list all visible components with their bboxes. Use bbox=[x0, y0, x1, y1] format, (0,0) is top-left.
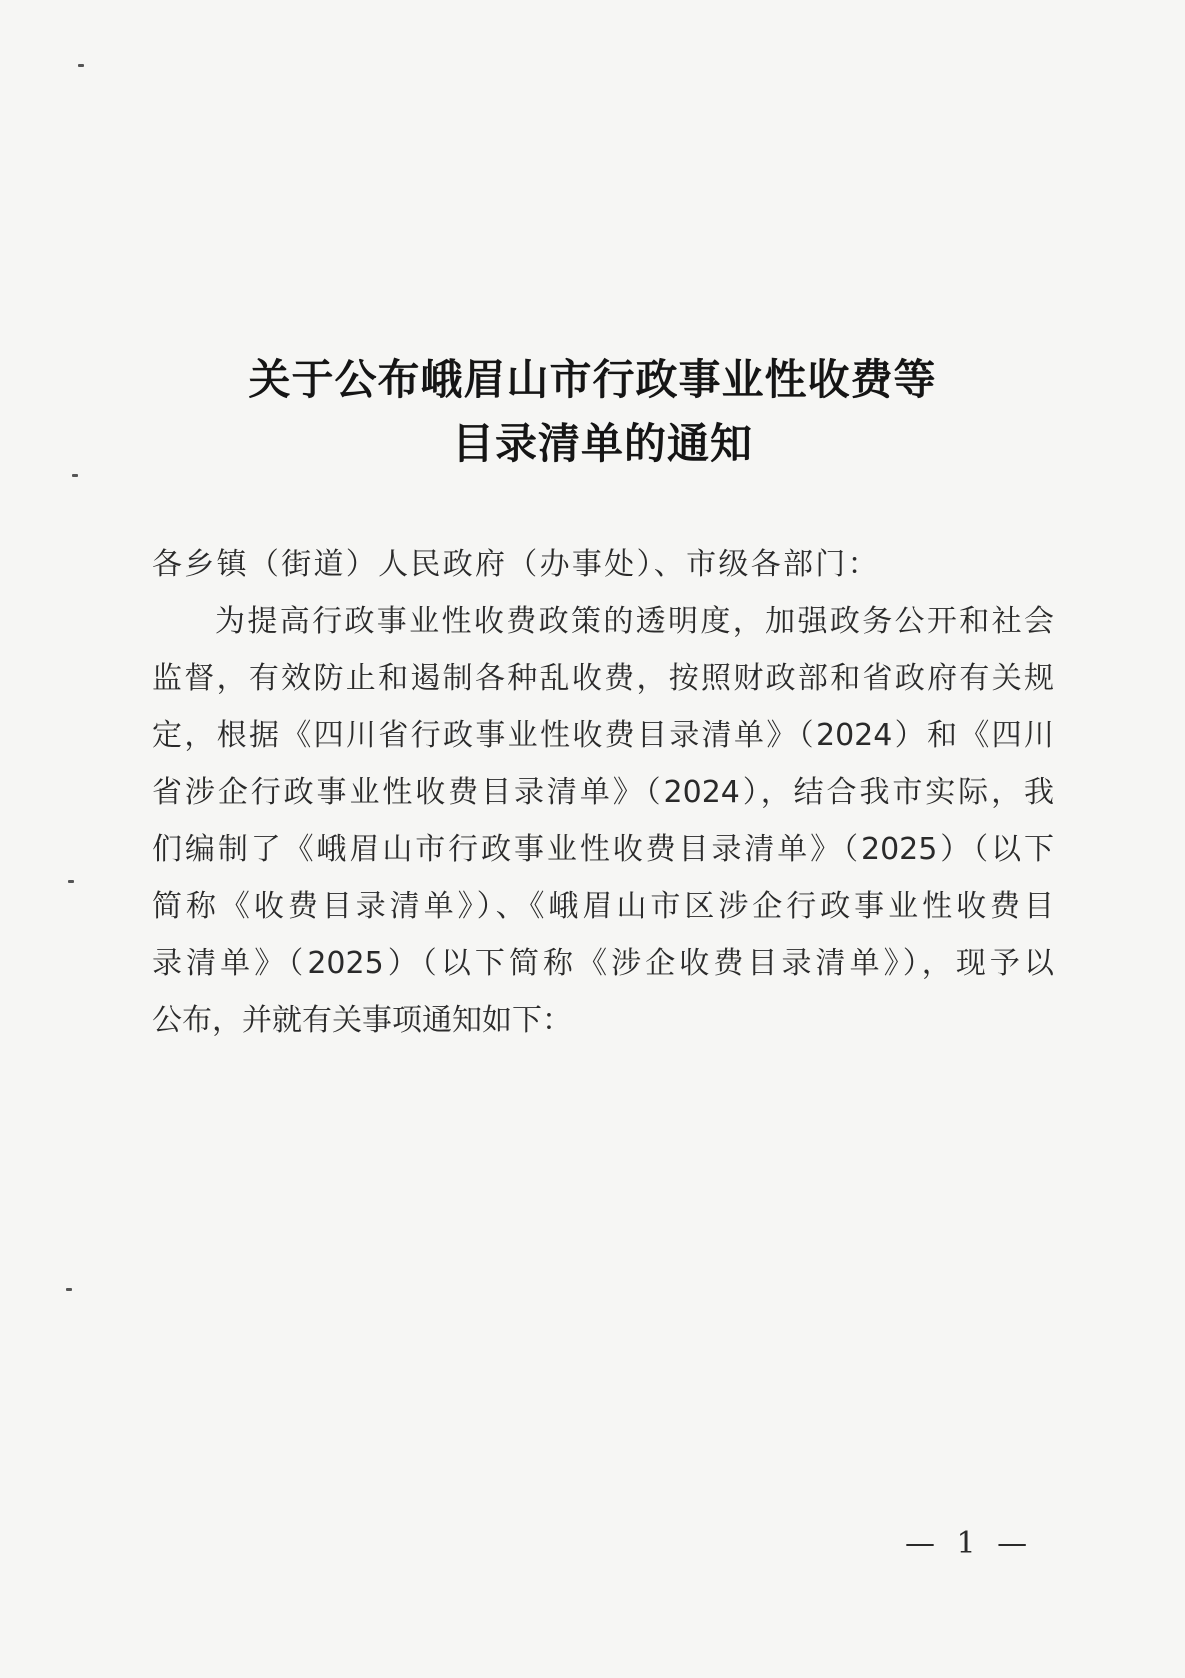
paragraph-line: 监督，有效防止和遏制各种乱收费，按照财政部和省政府有关规 bbox=[152, 661, 1054, 696]
binding-hole-mark bbox=[66, 1288, 72, 1291]
binding-hole-mark bbox=[68, 880, 74, 883]
paragraph-line: 录清单》（2025）（以下简称《涉企收费目录清单》），现予以 bbox=[152, 946, 1054, 981]
paragraph-line: 公布，并就有关事项通知如下： bbox=[152, 1003, 572, 1038]
document-title bbox=[0, 348, 1185, 476]
paragraph-line: 定，根据《四川省行政事业性收费目录清单》（2024）和《四川 bbox=[152, 718, 1054, 753]
document-body bbox=[152, 536, 1054, 1049]
salutation: 各乡镇（街道）人民政府（办事处）、市级各部门： bbox=[152, 547, 880, 582]
binding-hole-mark bbox=[78, 64, 84, 67]
paragraph-line: 为提高行政事业性收费政策的透明度，加强政务公开和社会 bbox=[215, 604, 1054, 639]
paragraph-line: 省涉企行政事业性收费目录清单》（2024），结合我市实际，我 bbox=[152, 775, 1054, 810]
paragraph-line: 们编制了《峨眉山市行政事业性收费目录清单》（2025）（以下 bbox=[152, 832, 1054, 867]
page-number: — 1 — bbox=[905, 1526, 1034, 1561]
title-line-1: 关于公布峨眉山市行政事业性收费等 bbox=[248, 355, 937, 404]
title-line-2: 目录清单的通知 bbox=[451, 419, 753, 468]
paragraph-line: 简称《收费目录清单》）、《峨眉山市区涉企行政事业性收费目 bbox=[152, 889, 1054, 924]
